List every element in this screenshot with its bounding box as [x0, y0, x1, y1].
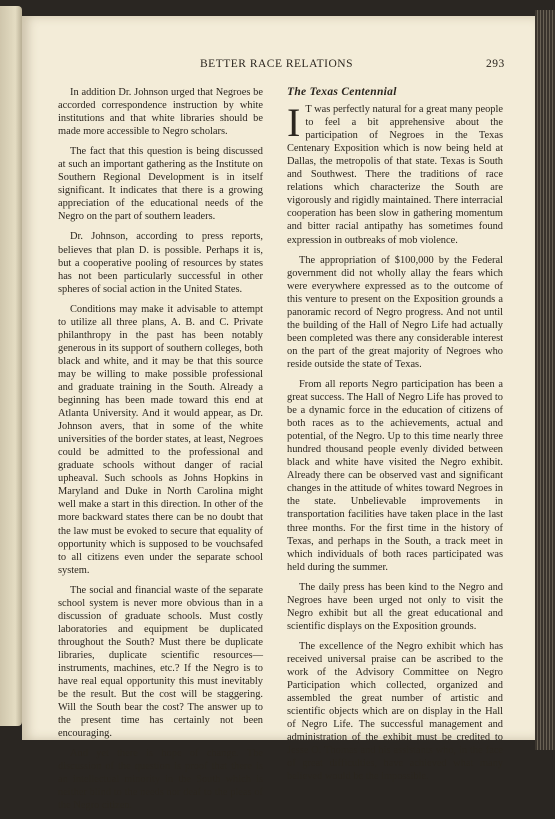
right-paragraph: The daily press has been kind to the Negro and Negroes have been urged not only to visit the Negro exhibit but all the great educational and scientific displays on the Exposition grounds. [287, 581, 503, 632]
page-number: 293 [486, 58, 505, 70]
right-paragraph: From all reports Negro participation has been a great success. The Hall of Negro Life has proved to be a dynamic force in the education of citizens of both races as to the achievements, actual and potential, of the Negro. Up to this time nearly three hundred thousand people evenly divided between black and white have visited the Negro exhibit. Already there can be observed vast and significant changes in the attitude of whites toward Negroes in the state. Unbelievable improvements in transportation facilities have taken place in the last three months. For the first time in the history of Texas, and perhaps in the South, a track meet in which individuals of both races participated was held during the summer. [287, 378, 503, 573]
right-paragraph: The excellence of the Negro exhibit which has received universal praise can be ascribed to the work of the Advisory Committee on Negro Participation which collected, organized and assembled the great number of artistic and scientific objects which are on display in the Hall of Negro Life. The successful management and administration of the exhibit must be credited to Jesse O. Thomas and his assistants who, in the face of great difficulties, have achieved what many believed would be the impossible. [287, 640, 503, 783]
journal-page [22, 16, 535, 812]
left-paragraph: Dr. Johnson, according to press reports, believes that plan D. is possible. Perhaps it is, but a cooperative pooling of resources by states has not been particularly successful in other spheres of social action in the United States. [58, 231, 263, 295]
adjacent-page-edge [0, 6, 22, 726]
running-head-title: BETTER RACE RELATIONS [200, 58, 353, 70]
left-column [58, 86, 263, 819]
left-paragraph: The social and financial waste of the separate school system is never more obvious than in a discussion of graduate schools. Must costly laboratories and equipment be duplicated throughout the South? Must there be duplicate libraries, duplicate scientific resources—instruments, machines, etc.? If the Negro is to have real equal opportunity this must inevitably be the result. But the cost will be staggering. Will the South bear the cost? The answer up to the present time has certainly not been encouraging. [58, 584, 263, 740]
drop-cap: I [287, 100, 301, 146]
right-paragraph: The appropriation of $100,000 by the Federal government did not wholly allay the fears which were everywhere expressed as to the outcome of this venture to present on the Exposition grounds a panoramic record of Negro progress. And not until the building of the Hall of Negro Life had actually been completed was there any considerable interest on the part of the great majority of Negroes who reside outside the state of Texas. [287, 254, 503, 370]
lead-paragraph-text: T was perfectly natural for a great many people to feel a bit apprehensive about the participation of Negroes in the Texas Centenary Exposition which is now being held at Dallas, the metropolis of that state. Texas is South and Southwest. There the traditions of race relations which characterize the South are vigorously and rigidly maintained. There interracial cooperation has been slow in gathering momentum and bitter racial antipathy has sometimes found expression in outbreaks of mob violence. [287, 104, 503, 246]
right-column [287, 86, 503, 790]
left-paragraph: The fact that this question is being discussed at such an important gathering as the Institute on Southern Regional Development is in itself significant. It indicates that there is a growing appreciation of the educational needs of the Negro on the part of southern leaders. [58, 146, 263, 223]
section-title: The Texas Centennial [287, 86, 397, 98]
book-block-edge [535, 10, 555, 750]
left-paragraph: And yet there is hope of change. The discussion of the question is proof that there is an intellectual minority in the South which is neither blind to the needs nor deaf to the pleas of the Negro citizen. [58, 748, 263, 812]
left-paragraph: Conditions may make it advisable to attempt to utilize all three plans, A. B. and C. Private philanthropy in the past has been notably generous in its support of southern colleges, both black and white, and it may be that this source may be willing to make possible professional and graduate training in the South. Already a beginning has been made toward this end at Atlanta University. And it would appear, as Dr. Johnson avers, that in some of the white universities of the border states, at least, Negroes could be admitted to the professional and graduate schools without danger of racial upheaval. Such schools as Johns Hopkins in Maryland and Duke in North Carolina might well make a start in this direction. In other of the more backward states there can be no doubt that the law must be evoked to secure that equality of opportunity which is supposed to be vouchsafed to all citizens even under the separate school system. [58, 303, 263, 576]
lead-paragraph [287, 100, 503, 247]
left-paragraph: In addition Dr. Johnson urged that Negroes be accorded correspondence instruction by white institutions and that white libraries should be made more accessible to Negro scholars. [58, 87, 263, 138]
